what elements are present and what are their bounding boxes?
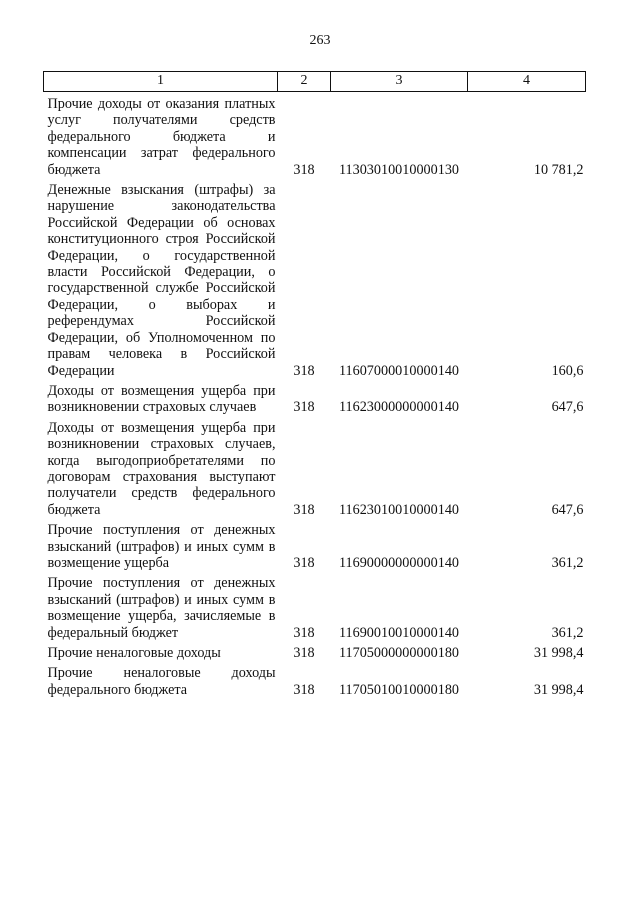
budget-code: 11623000000000140 — [338, 399, 460, 416]
table-row — [44, 661, 586, 698]
header-col-1: 1 — [44, 72, 278, 92]
income-name: Прочие доходы от оказания платных услуг получателями средств федерального бюджета и компенсации затрат федерального бюджета — [47, 96, 276, 178]
budget-code: 11303010010000130 — [338, 161, 460, 178]
table-row — [44, 92, 586, 179]
income-name: Денежные взыскания (штрафы) за нарушение законодательства Российской Федерации об основах конституционного строя Российской Федерации, о государственной власти Российской Федерации, о государственной службе Российской Федерации, о выборах и референдумах Российской Федерации, об Уполномоченном по правам человека в Российской Федерации — [47, 182, 276, 379]
income-name: Доходы от возмещения ущерба при возникновении страховых случаев — [47, 382, 276, 416]
budget-code: 11623010010000140 — [338, 501, 460, 518]
header-row — [44, 72, 586, 92]
admin-code: 318 — [293, 554, 315, 571]
income-name: Прочие неналоговые доходы — [47, 645, 221, 661]
table-row — [44, 571, 586, 641]
header-col-4: 4 — [468, 72, 586, 92]
table-row — [44, 641, 586, 661]
amount: 160,6 — [551, 362, 584, 379]
income-name: Прочие неналоговые доходы федерального бюджета — [47, 665, 276, 698]
budget-code: 11607000010000140 — [338, 362, 460, 379]
admin-code: 318 — [293, 161, 315, 178]
amount: 647,6 — [551, 501, 584, 518]
admin-code: 318 — [293, 645, 315, 661]
admin-code: 318 — [293, 362, 315, 379]
amount: 361,2 — [551, 554, 584, 571]
admin-code: 318 — [293, 399, 315, 416]
budget-code: 11690000000000140 — [338, 554, 460, 571]
income-name: Доходы от возмещения ущерба при возникновении страховых случаев, когда выгодоприобретателями по договорам страхования выступают получатели средств федерального бюджета — [47, 419, 276, 518]
table-row — [44, 416, 586, 518]
table-row — [44, 518, 586, 571]
header-col-2: 2 — [278, 72, 331, 92]
header-col-3: 3 — [331, 72, 468, 92]
budget-code: 11705000000000180 — [338, 645, 460, 661]
budget-code: 11690010010000140 — [338, 624, 460, 641]
page-number: 263 — [309, 33, 331, 48]
income-name: Прочие поступления от денежных взысканий (штрафов) и иных сумм в возмещение ущерба, зачисляемые в федеральный бюджет — [47, 575, 276, 641]
amount: 647,6 — [551, 399, 584, 416]
amount: 31 998,4 — [533, 645, 584, 661]
budget-code: 11705010010000180 — [338, 681, 460, 698]
admin-code: 318 — [293, 681, 315, 698]
amount: 31 998,4 — [533, 681, 584, 698]
admin-code: 318 — [293, 624, 315, 641]
table-row — [44, 178, 586, 379]
revenue-table — [43, 71, 586, 698]
amount: 10 781,2 — [533, 161, 584, 178]
admin-code: 318 — [293, 501, 315, 518]
amount: 361,2 — [551, 624, 584, 641]
income-name: Прочие поступления от денежных взысканий (штрафов) и иных сумм в возмещение ущерба — [47, 522, 276, 571]
table-row — [44, 379, 586, 416]
